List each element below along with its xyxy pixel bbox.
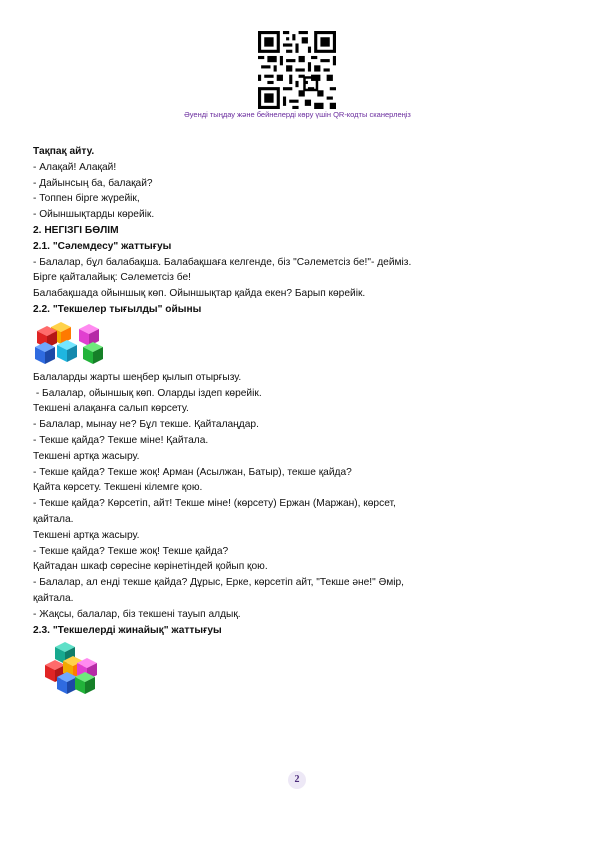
paragraph-line: Балабақшада ойыншық көп. Ойыншықтар қайда екен? Барып көрейік.: [33, 288, 366, 300]
page-number: 2: [288, 771, 306, 789]
paragraph-line: - Текше қайда? Текше міне! Қайтала.: [33, 434, 209, 446]
paragraph-line: Қайтадан шкаф сөресіне көрінетіндей қойып қою.: [33, 561, 268, 573]
document-body: [33, 144, 573, 696]
qr-caption: Әуенді тыңдау және бейнелерді көру үшін QR-кодты сканерлеңіз: [184, 110, 411, 119]
paragraph-line: Текшені артқа жасыру.: [33, 450, 140, 462]
paragraph-line: - Текше қайда? Көрсетіп, айт! Текше міне! (көрсету) Ержан (Маржан), көрсет,: [33, 498, 396, 510]
subsection-heading: 2.2. "Текшелер тығылды" ойыны: [33, 303, 202, 315]
subsection-heading: 2.1. "Сәлемдесу" жаттығуы: [33, 240, 172, 252]
paragraph-line: - Текше қайда? Текше жоқ! Арман (Асылжан, Батыр), текше қайда?: [33, 466, 352, 478]
paragraph-line: Текшені алақанға салып көрсету.: [33, 403, 189, 415]
paragraph-line: Бірге қайталайық: Сәлеметсіз бе!: [33, 272, 191, 284]
paragraph-line: - Балалар, ойыншық көп. Оларды іздеп көрейік.: [33, 387, 262, 399]
rhyme-title: Тақпақ айту.: [33, 146, 95, 157]
paragraph-line: қайтала.: [33, 592, 74, 604]
paragraph-line: - Балалар, бұл балабақша. Балабақшаға келгенде, біз "Сәлеметсіз бе!"- дейміз.: [33, 256, 412, 268]
rhyme-line: - Дайынсың ба, балақай?: [33, 177, 153, 189]
stacked-cubes-illustration: [43, 640, 113, 696]
qr-code[interactable]: [258, 31, 336, 109]
paragraph-line: Қайта көрсету. Текшені кілемге қою.: [33, 482, 203, 494]
paragraph-line: Балаларды жарты шеңбер қылып отырғызу.: [33, 371, 242, 383]
cubes-illustration: [33, 320, 113, 366]
paragraph-line: - Балалар, мынау не? Бұл текше. Қайталаңдар.: [33, 419, 259, 431]
subsection-heading: 2.3. "Текшелерді жинайық" жаттығуы: [33, 624, 222, 636]
paragraph-line: Текшені артқа жасыру.: [33, 529, 140, 541]
rhyme-line: - Алақай! Алақай!: [33, 161, 117, 173]
rhyme-line: - Топпен бірге жүрейік,: [33, 193, 140, 205]
rhyme-line: - Ойыншықтарды көрейік.: [33, 209, 155, 221]
paragraph-line: қайтала.: [33, 513, 74, 525]
paragraph-line: - Текше қайда? Текше жоқ! Текше қайда?: [33, 545, 229, 557]
section-heading: 2. НЕГІЗГІ БӨЛІМ: [33, 224, 119, 236]
paragraph-line: - Жақсы, балалар, біз текшені тауып алдық.: [33, 608, 241, 620]
paragraph-line: - Балалар, ал енді текше қайда? Дұрыс, Ерке, көрсетіп айт, "Текше әне!" Әмір,: [33, 577, 405, 589]
